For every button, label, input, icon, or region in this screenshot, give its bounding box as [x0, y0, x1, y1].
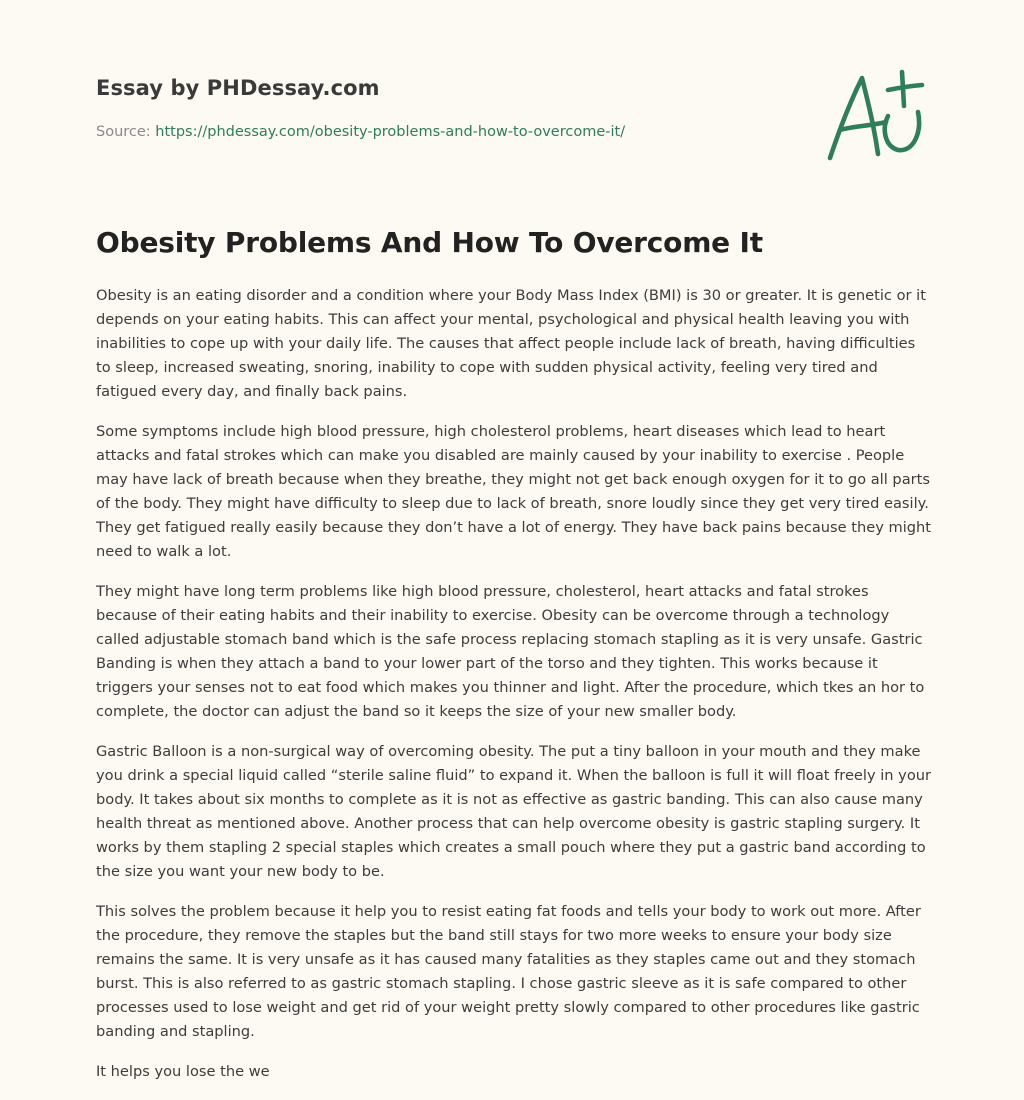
a-plus-grade-icon	[818, 66, 930, 166]
essay-body	[96, 284, 931, 1100]
source-line	[96, 124, 625, 140]
essay-paragraph-3: They might have long term problems like high blood pressure, cholesterol, heart attacks and fatal strokes because of their eating habits and their inability to exercise. Obesity can be overcome through a technology called adjustable stomach band which is the safe process replacing stomach stapling as it is very unsafe. Gastric Banding is when they attach a band to your lower part of the torso and they tighten. This works because it triggers your senses not to eat food which makes you thinner and light. After the procedure, which tkes an hor to complete, the doctor can adjust the band so it keeps the size of your new smaller body.	[96, 583, 925, 720]
source-link[interactable]: https://phdessay.com/obesity-problems-and-how-to-overcome-it/	[155, 124, 626, 140]
site-brand: Essay by PHDessay.com	[96, 76, 380, 100]
essay-paragraph-6: It helps you lose the we	[96, 1063, 270, 1080]
essay-title: Obesity Problems And How To Overcome It	[96, 226, 763, 259]
essay-paragraph-1: Obesity is an eating disorder and a condition where your Body Mass Index (BMI) is 30 or greater. It is genetic or it depends on your eating habits. This can affect your mental, psychological and physical health leaving you with inabilities to cope up with your daily life. The causes that affect people include lack of breath, having difficulties to sleep, increased sweating, snoring, inability to cope with sudden physical activity, feeling very tired and fatigued every day, and finally back pains.	[96, 287, 926, 400]
essay-paragraph-4: Gastric Balloon is a non-surgical way of overcoming obesity. The put a tiny balloon in your mouth and they make you drink a special liquid called “sterile saline fluid” to expand it. When the balloon is full it will float freely in your body. It takes about six months to complete as it is not as effective as gastric banding. This can also cause many health threat as mentioned above. Another process that can help overcome obesity is gastric stapling surgery. It works by them stapling 2 special staples which creates a small pouch where they put a gastric band according to the size you want your new body to be.	[96, 743, 931, 880]
essay-paragraph-2: Some symptoms include high blood pressure, high cholesterol problems, heart diseases which lead to heart attacks and fatal strokes which can make you disabled are mainly caused by your inability to exercise . People may have lack of breath because when they breathe, they might not get back enough oxygen for it to go all parts of the body. They might have difficulty to sleep due to lack of breath, snore loudly since they get very tired easily. They get fatigued really easily because they don’t have a lot of energy. They have back pains because they might need to walk a lot.	[96, 423, 931, 560]
source-label: Source:	[96, 124, 156, 140]
essay-paragraph-5: This solves the problem because it help you to resist eating fat foods and tells your body to work out more. After the procedure, they remove the staples but the band still stays for two more weeks to ensure your body size remains the same. It is very unsafe as it has caused many fatalities as they staples came out and they stomach burst. This is also referred to as gastric stomach stapling. I chose gastric sleeve as it is safe compared to other processes used to lose weight and get rid of your weight pretty slowly compared to other procedures like gastric banding and stapling.	[96, 903, 921, 1040]
